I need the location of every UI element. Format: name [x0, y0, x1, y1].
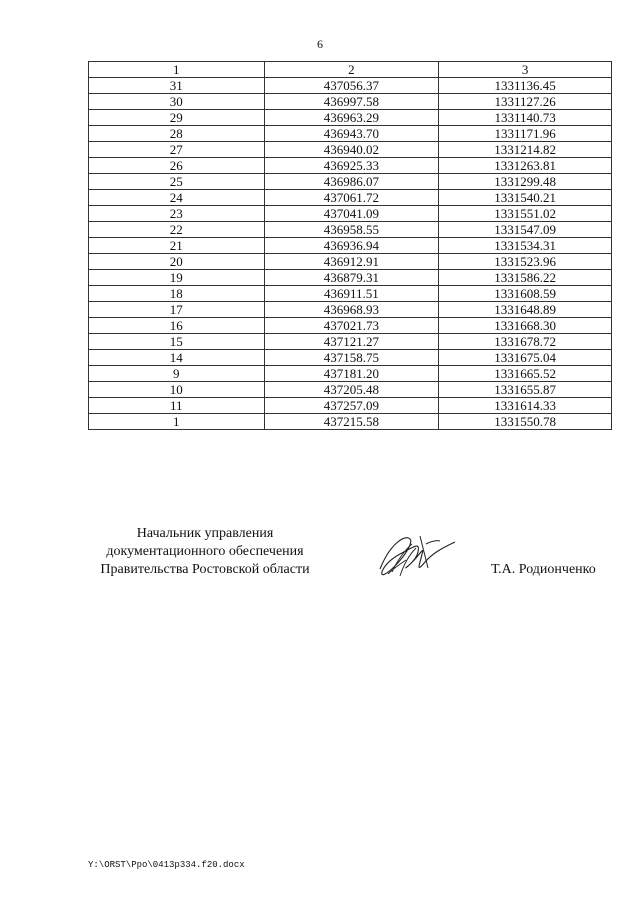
table-row [89, 222, 612, 238]
point-number-cell: 11 [89, 398, 265, 414]
y-coordinate-cell: 1331665.52 [439, 366, 612, 382]
x-coordinate-cell: 436963.29 [264, 110, 439, 126]
signatory-title-line: Начальник управления [136, 526, 274, 541]
x-coordinate-cell: 437205.48 [264, 382, 439, 398]
x-coordinate-cell: 436940.02 [264, 142, 439, 158]
x-coordinate-cell: 436925.33 [264, 158, 439, 174]
table-row [89, 238, 612, 254]
table-row [89, 382, 612, 398]
signatory-title [80, 525, 330, 579]
point-number-cell: 15 [89, 334, 265, 350]
point-number-cell: 1 [89, 414, 265, 430]
x-coordinate-cell: 437158.75 [264, 350, 439, 366]
table-row [89, 174, 612, 190]
point-number-cell: 17 [89, 302, 265, 318]
y-coordinate-cell: 1331648.89 [439, 302, 612, 318]
y-coordinate-cell: 1331668.30 [439, 318, 612, 334]
x-coordinate-cell: 436986.07 [264, 174, 439, 190]
x-coordinate-cell: 436879.31 [264, 270, 439, 286]
y-coordinate-cell: 1331136.45 [439, 78, 612, 94]
y-coordinate-cell: 1331540.21 [439, 190, 612, 206]
point-number-cell: 30 [89, 94, 265, 110]
table-row [89, 334, 612, 350]
table-row [89, 414, 612, 430]
x-coordinate-cell: 437215.58 [264, 414, 439, 430]
column-header: 2 [264, 62, 439, 78]
x-coordinate-cell: 437257.09 [264, 398, 439, 414]
table-row [89, 78, 612, 94]
point-number-cell: 9 [89, 366, 265, 382]
table-row [89, 190, 612, 206]
x-coordinate-cell: 437021.73 [264, 318, 439, 334]
table-row [89, 126, 612, 142]
y-coordinate-cell: 1331586.22 [439, 270, 612, 286]
point-number-cell: 16 [89, 318, 265, 334]
signatory-title-line: Правительства Ростовской области [100, 562, 310, 577]
y-coordinate-cell: 1331534.31 [439, 238, 612, 254]
coordinates-table [88, 61, 612, 430]
handwritten-signature [370, 524, 460, 584]
signatory-title-line: документационного обеспечения [106, 544, 304, 559]
x-coordinate-cell: 436912.91 [264, 254, 439, 270]
point-number-cell: 26 [89, 158, 265, 174]
table-row [89, 270, 612, 286]
point-number-cell: 19 [89, 270, 265, 286]
y-coordinate-cell: 1331655.87 [439, 382, 612, 398]
x-coordinate-cell: 436936.94 [264, 238, 439, 254]
table-row [89, 206, 612, 222]
signatory-name: Т.А. Родионченко [491, 562, 596, 577]
table-row [89, 286, 612, 302]
point-number-cell: 20 [89, 254, 265, 270]
y-coordinate-cell: 1331550.78 [439, 414, 612, 430]
table-row [89, 158, 612, 174]
point-number-cell: 28 [89, 126, 265, 142]
x-coordinate-cell: 437056.37 [264, 78, 439, 94]
table-header-row [89, 62, 612, 78]
column-header: 1 [89, 62, 265, 78]
y-coordinate-cell: 1331675.04 [439, 350, 612, 366]
y-coordinate-cell: 1331614.33 [439, 398, 612, 414]
x-coordinate-cell: 437121.27 [264, 334, 439, 350]
table-row [89, 318, 612, 334]
x-coordinate-cell: 436997.58 [264, 94, 439, 110]
table-row [89, 302, 612, 318]
page-number: 6 [317, 37, 323, 51]
table-row [89, 254, 612, 270]
x-coordinate-cell: 436943.70 [264, 126, 439, 142]
table-row [89, 398, 612, 414]
y-coordinate-cell: 1331547.09 [439, 222, 612, 238]
y-coordinate-cell: 1331551.02 [439, 206, 612, 222]
y-coordinate-cell: 1331678.72 [439, 334, 612, 350]
table-row [89, 350, 612, 366]
x-coordinate-cell: 437041.09 [264, 206, 439, 222]
x-coordinate-cell: 437181.20 [264, 366, 439, 382]
y-coordinate-cell: 1331299.48 [439, 174, 612, 190]
point-number-cell: 24 [89, 190, 265, 206]
point-number-cell: 10 [89, 382, 265, 398]
y-coordinate-cell: 1331140.73 [439, 110, 612, 126]
y-coordinate-cell: 1331263.81 [439, 158, 612, 174]
point-number-cell: 14 [89, 350, 265, 366]
point-number-cell: 18 [89, 286, 265, 302]
point-number-cell: 27 [89, 142, 265, 158]
x-coordinate-cell: 437061.72 [264, 190, 439, 206]
y-coordinate-cell: 1331171.96 [439, 126, 612, 142]
point-number-cell: 29 [89, 110, 265, 126]
table-row [89, 110, 612, 126]
file-path-footer: Y:\ORST\Ppo\0413p334.f20.docx [88, 860, 245, 870]
x-coordinate-cell: 436911.51 [264, 286, 439, 302]
point-number-cell: 25 [89, 174, 265, 190]
point-number-cell: 22 [89, 222, 265, 238]
column-header: 3 [439, 62, 612, 78]
y-coordinate-cell: 1331608.59 [439, 286, 612, 302]
table-row [89, 366, 612, 382]
point-number-cell: 21 [89, 238, 265, 254]
x-coordinate-cell: 436958.55 [264, 222, 439, 238]
table-row [89, 94, 612, 110]
point-number-cell: 31 [89, 78, 265, 94]
y-coordinate-cell: 1331214.82 [439, 142, 612, 158]
point-number-cell: 23 [89, 206, 265, 222]
y-coordinate-cell: 1331523.96 [439, 254, 612, 270]
y-coordinate-cell: 1331127.26 [439, 94, 612, 110]
table-row [89, 142, 612, 158]
x-coordinate-cell: 436968.93 [264, 302, 439, 318]
